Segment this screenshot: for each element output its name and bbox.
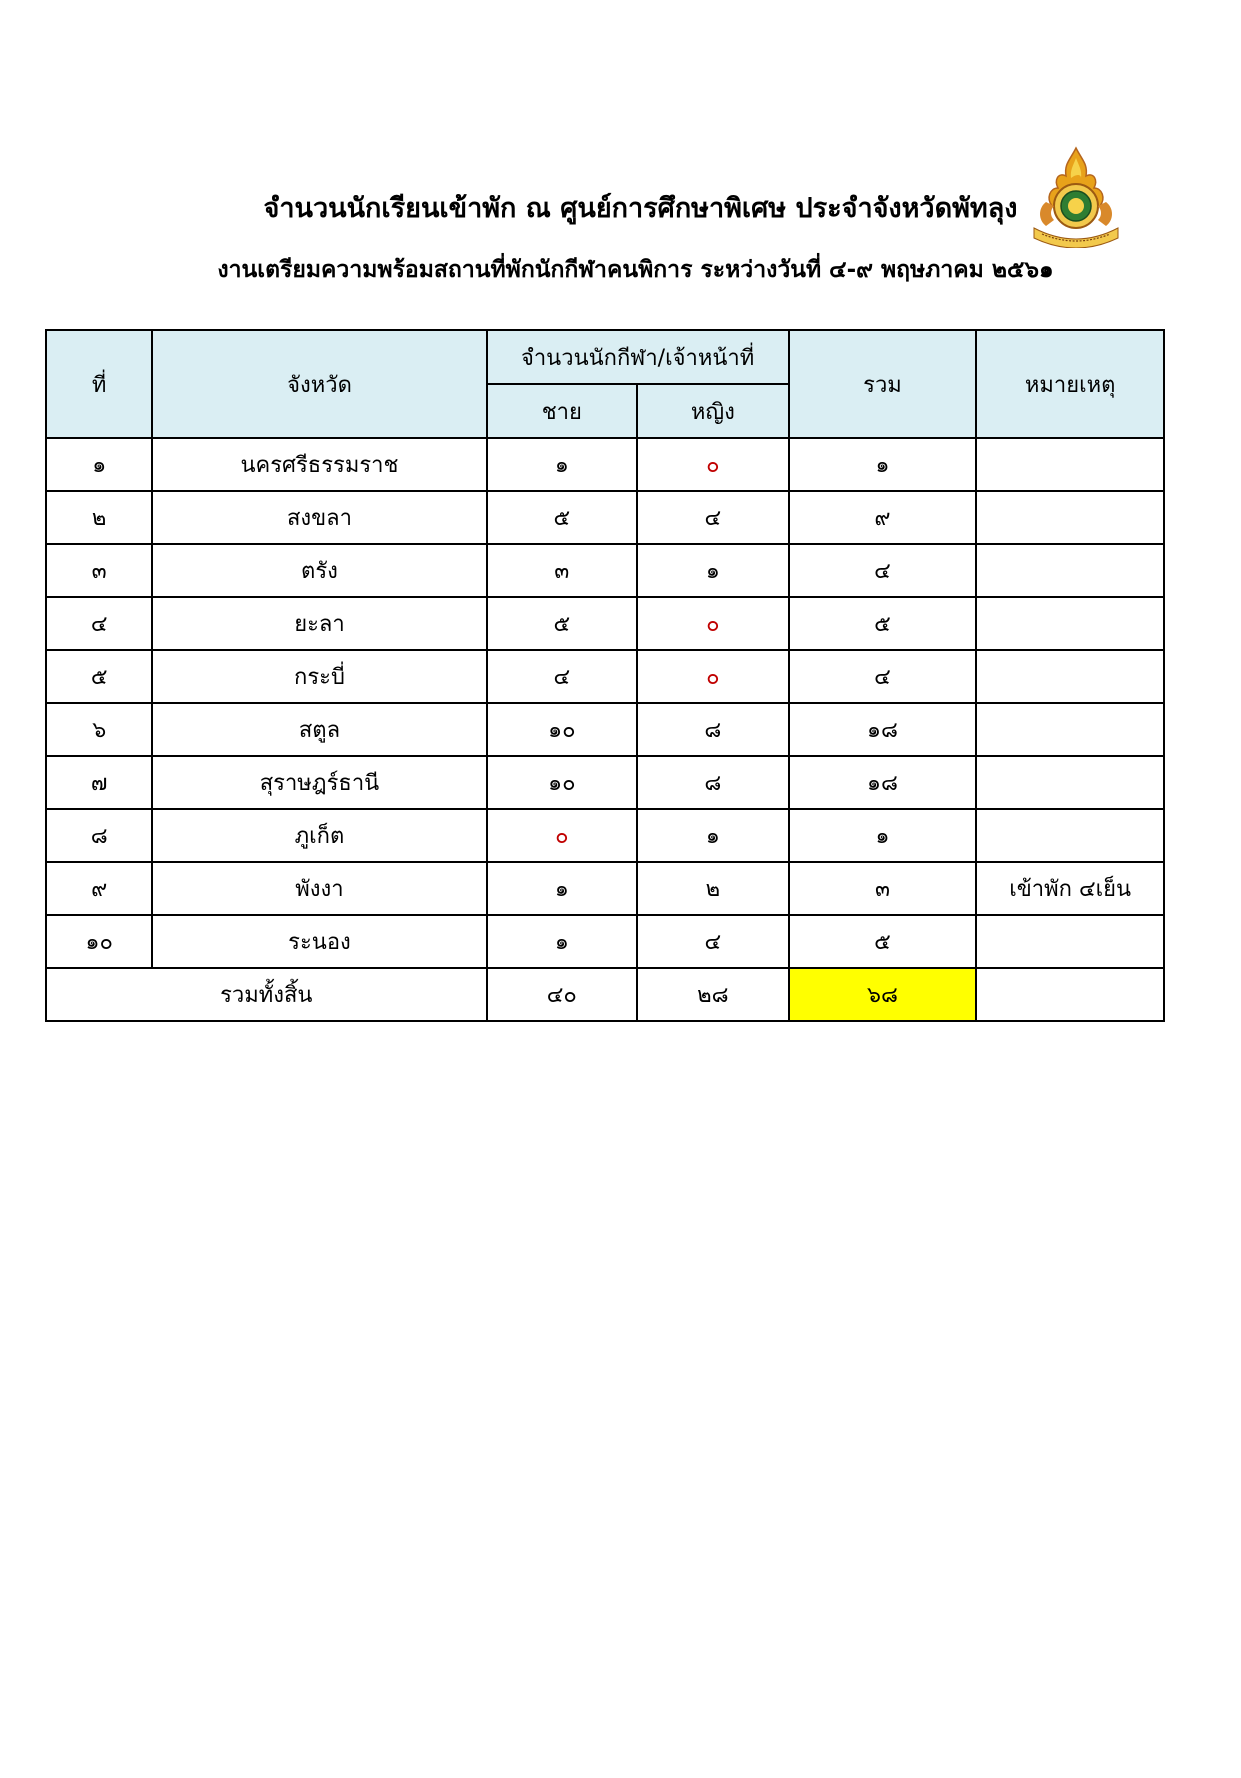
cell-male: ๑	[487, 862, 638, 915]
table-row	[46, 491, 1164, 544]
cell-province: ระนอง	[152, 915, 486, 968]
cell-remark	[976, 809, 1164, 862]
cell-no: ๖	[46, 703, 152, 756]
cell-male: ๑๐	[487, 756, 638, 809]
column-header-no: ที่	[46, 330, 152, 438]
cell-remark	[976, 650, 1164, 703]
cell-no: ๗	[46, 756, 152, 809]
cell-male: ๑๐	[487, 703, 638, 756]
cell-male: ๐	[487, 809, 638, 862]
cell-total: ๔	[789, 650, 977, 703]
cell-no: ๔	[46, 597, 152, 650]
table-row	[46, 544, 1164, 597]
cell-female: ๘	[637, 756, 789, 809]
grand-total-male: ๔๐	[487, 968, 638, 1021]
table-row	[46, 809, 1164, 862]
cell-remark	[976, 544, 1164, 597]
cell-no: ๒	[46, 491, 152, 544]
cell-province: ตรัง	[152, 544, 486, 597]
column-header-remark: หมายเหตุ	[976, 330, 1164, 438]
cell-province: กระบี่	[152, 650, 486, 703]
student-count-table	[45, 329, 1165, 1022]
table-row	[46, 915, 1164, 968]
cell-remark	[976, 438, 1164, 491]
cell-female: ๘	[637, 703, 789, 756]
table-row	[46, 438, 1164, 491]
cell-total: ๙	[789, 491, 977, 544]
cell-female: ๐	[637, 438, 789, 491]
cell-male: ๕	[487, 597, 638, 650]
school-emblem-icon	[1028, 146, 1124, 248]
table-header-row	[46, 330, 1164, 384]
table-row	[46, 703, 1164, 756]
cell-female: ๔	[637, 915, 789, 968]
cell-province: นครศรีธรรมราช	[152, 438, 486, 491]
cell-no: ๕	[46, 650, 152, 703]
cell-total: ๕	[789, 597, 977, 650]
cell-total: ๑	[789, 809, 977, 862]
grand-total-label: รวมทั้งสิ้น	[46, 968, 487, 1021]
cell-male: ๑	[487, 438, 638, 491]
cell-remark	[976, 756, 1164, 809]
cell-no: ๑	[46, 438, 152, 491]
cell-remark	[976, 915, 1164, 968]
cell-female: ๐	[637, 650, 789, 703]
cell-province: สงขลา	[152, 491, 486, 544]
cell-no: ๑๐	[46, 915, 152, 968]
cell-province: ยะลา	[152, 597, 486, 650]
cell-male: ๔	[487, 650, 638, 703]
cell-female: ๒	[637, 862, 789, 915]
table-row	[46, 597, 1164, 650]
cell-total: ๔	[789, 544, 977, 597]
grand-total-row	[46, 968, 1164, 1021]
page-title: จำนวนนักเรียนเข้าพัก ณ ศูนย์การศึกษาพิเศษ ประจำจังหวัดพัทลุง	[263, 193, 1018, 224]
cell-total: ๑	[789, 438, 977, 491]
cell-province: สุราษฎร์ธานี	[152, 756, 486, 809]
column-header-total: รวม	[789, 330, 977, 438]
table-row	[46, 862, 1164, 915]
column-header-count-group: จำนวนนักกีฬา/เจ้าหน้าที่	[487, 330, 789, 384]
cell-remark: เข้าพัก ๔เย็น	[976, 862, 1164, 915]
cell-total: ๓	[789, 862, 977, 915]
page-subtitle: งานเตรียมความพร้อมสถานที่พักนักกีฬาคนพิการ ระหว่างวันที่ ๔-๙ พฤษภาคม ๒๕๖๑	[217, 257, 1054, 283]
column-header-female: หญิง	[637, 384, 789, 438]
cell-province: สตูล	[152, 703, 486, 756]
cell-total: ๕	[789, 915, 977, 968]
cell-province: พังงา	[152, 862, 486, 915]
cell-male: ๓	[487, 544, 638, 597]
table-row	[46, 650, 1164, 703]
column-header-province: จังหวัด	[152, 330, 486, 438]
cell-female: ๐	[637, 597, 789, 650]
table-row	[46, 756, 1164, 809]
cell-remark	[976, 491, 1164, 544]
cell-male: ๕	[487, 491, 638, 544]
cell-female: ๑	[637, 544, 789, 597]
cell-female: ๔	[637, 491, 789, 544]
cell-total: ๑๘	[789, 703, 977, 756]
cell-total: ๑๘	[789, 756, 977, 809]
cell-remark	[976, 597, 1164, 650]
cell-no: ๘	[46, 809, 152, 862]
grand-total-sum: ๖๘	[789, 968, 977, 1021]
cell-province: ภูเก็ต	[152, 809, 486, 862]
grand-total-remark	[976, 968, 1164, 1021]
cell-male: ๑	[487, 915, 638, 968]
column-header-male: ชาย	[487, 384, 638, 438]
cell-female: ๑	[637, 809, 789, 862]
cell-remark	[976, 703, 1164, 756]
cell-no: ๙	[46, 862, 152, 915]
cell-no: ๓	[46, 544, 152, 597]
grand-total-female: ๒๘	[637, 968, 789, 1021]
